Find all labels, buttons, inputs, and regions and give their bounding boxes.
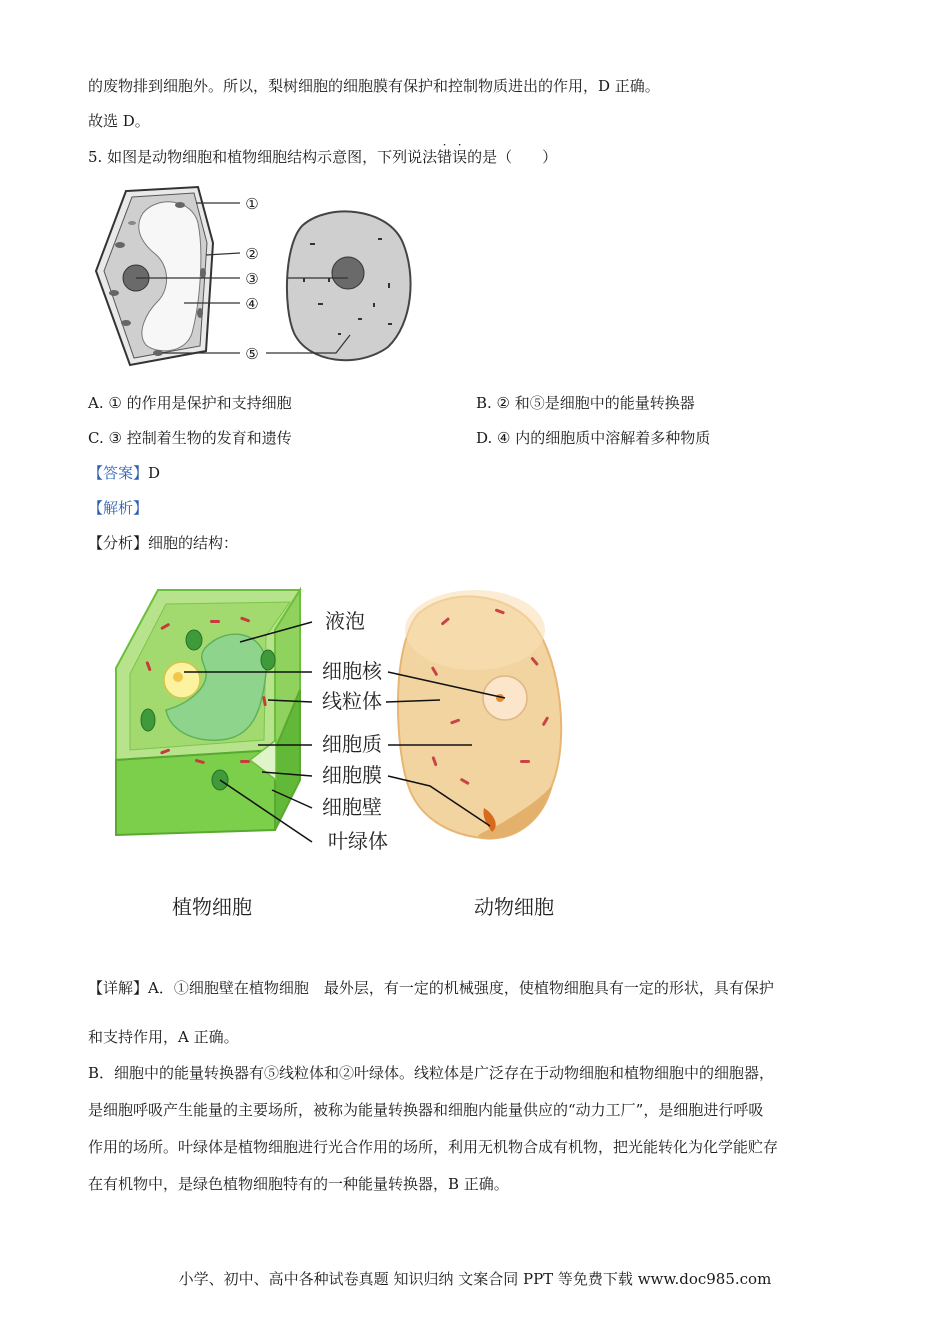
cell-schematic-figure — [88, 183, 428, 378]
answer-label: 【答案】 — [88, 464, 149, 482]
analysis-label: 【解析】 — [88, 499, 149, 517]
marker-2: ② — [245, 245, 259, 263]
emphasis-char: · 错 — [437, 138, 453, 166]
detail-label: 【详解】 — [88, 979, 149, 997]
label-chloroplast: 叶绿体 — [328, 829, 388, 853]
detail-line: B．细胞中的能量转换器有⑤线粒体和②叶绿体。线粒体是广泛存在于动物细胞和植物细胞中的细胞器， — [88, 1064, 775, 1082]
plant-cell-caption: 植物细胞 — [172, 895, 252, 919]
option-c: C. ③ 控制着生物的发育和遗传 — [88, 429, 292, 447]
marker-3: ③ — [245, 270, 259, 288]
answer-line — [88, 463, 160, 483]
page-footer: 小学、初中、高中各种试卷真题 知识归纳 文案合同 PPT 等免费下载 www.doc985.com — [178, 1270, 772, 1288]
detail-line: 在有机物中，是绿色植物细胞特有的一种能量转换器，B 正确。 — [88, 1175, 509, 1193]
label-mitochondria: 线粒体 — [322, 689, 382, 713]
question-stem — [88, 138, 558, 167]
marker-1: ① — [245, 195, 259, 213]
fenxi-label: 【分析】 — [88, 534, 149, 552]
label-cell-wall: 细胞壁 — [322, 795, 382, 819]
text-line: 故选 D。 — [88, 112, 150, 130]
detail-line: 是细胞呼吸产生能量的主要场所，被称为能量转换器和细胞内能量供应的“动力工厂”，是细胞进行呼吸 — [88, 1101, 764, 1119]
detail-line: 作用的场所。叶绿体是植物细胞进行光合作用的场所，利用无机物合成有机物，把光能转化为化学能贮存 — [88, 1138, 779, 1156]
marker-5: ⑤ — [245, 345, 259, 363]
stem-part: 5. 如图是动物细胞和植物细胞结构示意图，下列说法 — [88, 148, 438, 166]
option-d: D. ④ 内的细胞质中溶解着多种物质 — [476, 429, 711, 447]
fenxi-line — [88, 533, 238, 553]
label-vacuole: 液泡 — [325, 609, 365, 633]
marker-4: ④ — [245, 295, 259, 313]
emphasis-char: · 误 — [452, 138, 468, 166]
detail-line — [88, 978, 774, 998]
detail-text: A．①细胞壁在植物细胞 最外层，有一定的机械强度，使植物细胞具有一定的形状，具有保护 — [148, 979, 774, 997]
label-cytoplasm: 细胞质 — [322, 732, 382, 756]
text-line: 的废物排到细胞外。所以，梨树细胞的细胞膜有保护和控制物质进出的作用，D 正确。 — [88, 77, 660, 95]
label-cell-membrane: 细胞膜 — [322, 763, 382, 787]
fenxi-text: 细胞的结构： — [148, 534, 239, 552]
animal-cell-caption: 动物细胞 — [474, 895, 554, 919]
stem-part: 的是（ ） — [467, 148, 558, 166]
label-nucleus: 细胞核 — [322, 659, 382, 683]
option-a: A. ① 的作用是保护和支持细胞 — [88, 394, 292, 412]
detail-line: 和支持作用，A 正确。 — [88, 1028, 239, 1046]
cell-structure-figure — [100, 580, 620, 930]
option-b: B. ② 和⑤是细胞中的能量转换器 — [476, 394, 695, 412]
answer-value: D — [148, 464, 161, 482]
